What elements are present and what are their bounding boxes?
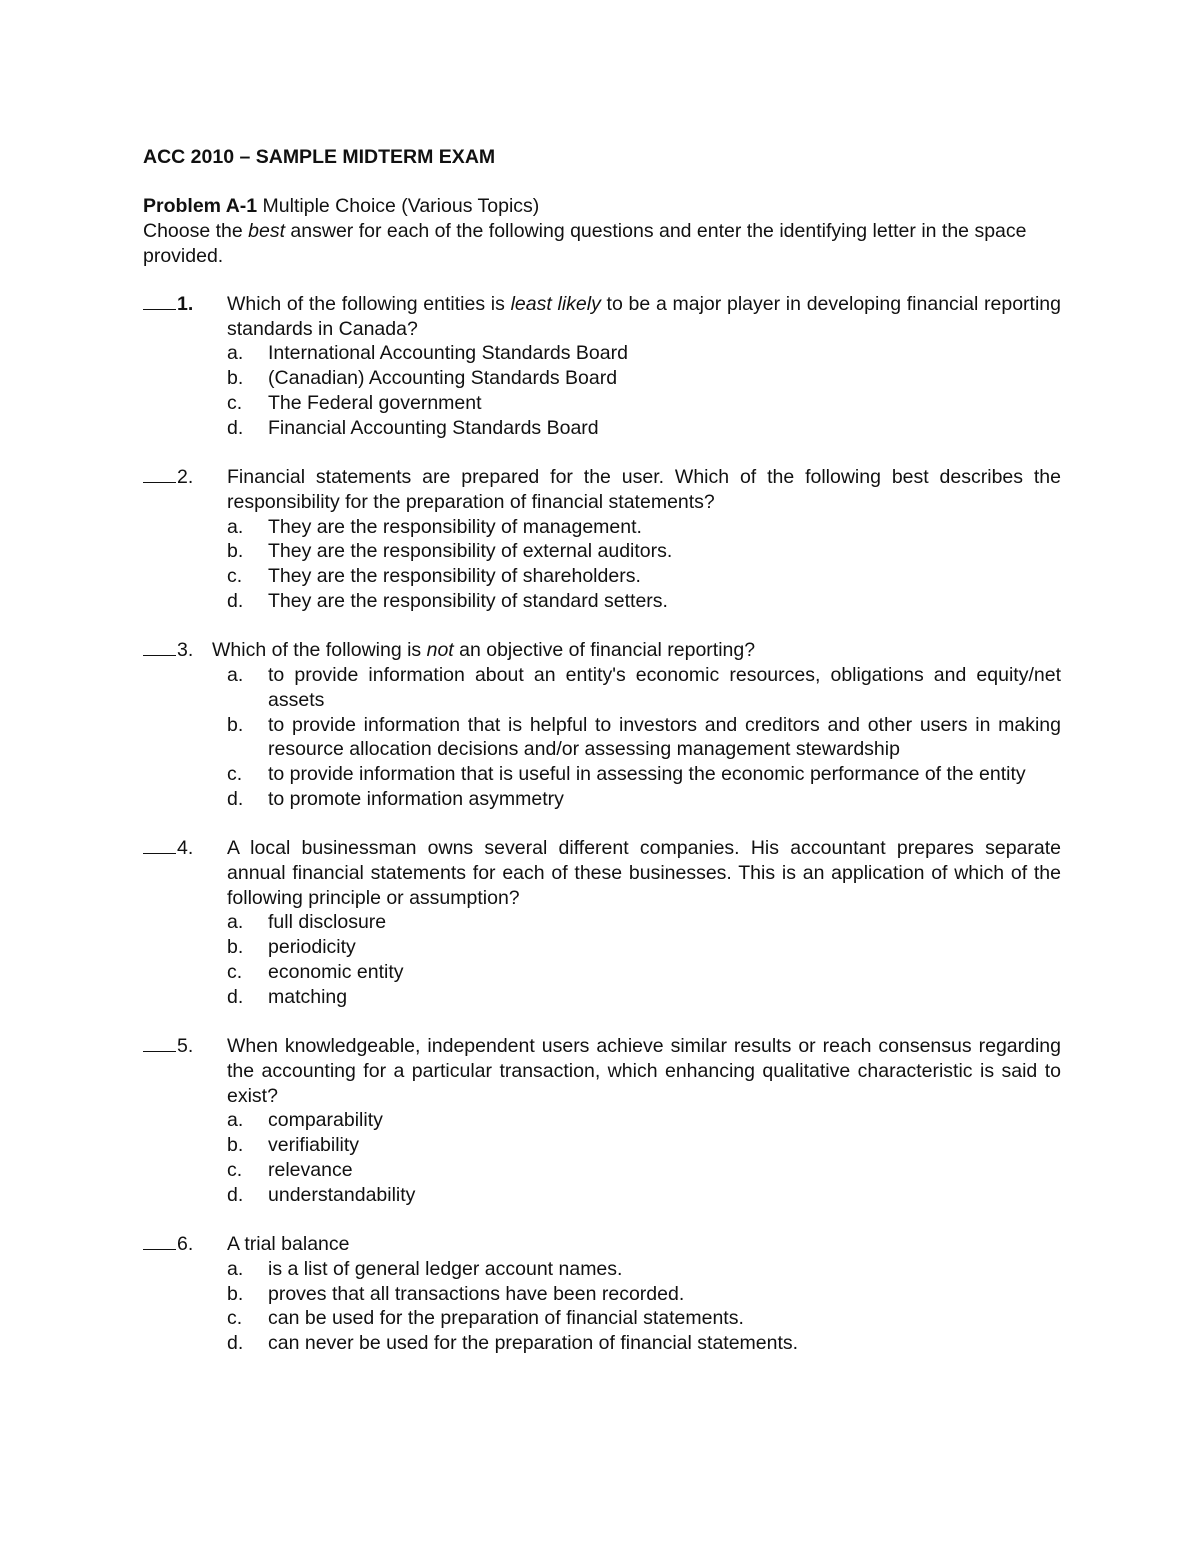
- instructions-emphasis: best: [248, 220, 286, 242]
- question-text: A trial balance: [227, 1233, 350, 1256]
- answer-blank-4[interactable]: [143, 836, 193, 861]
- option-list: [143, 1108, 1061, 1207]
- option-a: [227, 515, 1061, 540]
- answer-blank-2[interactable]: [143, 465, 193, 490]
- question-3: [143, 638, 1061, 811]
- option-text: relevance: [268, 1158, 353, 1181]
- question-number: 5.: [177, 1035, 194, 1058]
- option-letter: b.: [227, 936, 244, 959]
- question-number: 2.: [177, 466, 194, 489]
- question-text: A local businessman owns several different companies. His accountant prepares separate annual financial statements for each of these businesses. This is an application of which of the following principle or assumption?: [227, 837, 1061, 909]
- option-c: [227, 762, 1061, 787]
- option-text: matching: [268, 985, 348, 1008]
- option-b: [227, 713, 1061, 762]
- option-letter: a.: [227, 664, 244, 687]
- question-text-emphasis: not: [426, 639, 454, 662]
- option-letter: b.: [227, 540, 244, 563]
- option-list: [143, 663, 1061, 811]
- option-b: [227, 1282, 1061, 1307]
- option-b: [227, 935, 1061, 960]
- question-number: 6.: [177, 1233, 194, 1256]
- option-text: The Federal government: [268, 391, 482, 414]
- question-text: Financial statements are prepared for the user. Which of the following best describes the responsibility for the preparation of financial statements?: [227, 466, 1061, 513]
- option-d: [227, 416, 1061, 441]
- answer-blank-1[interactable]: [143, 292, 193, 317]
- option-text: full disclosure: [268, 911, 387, 934]
- option-letter: d.: [227, 416, 244, 439]
- option-text: to promote information asymmetry: [268, 787, 564, 810]
- question-4: [143, 836, 1061, 1009]
- question-2: [143, 465, 1061, 613]
- option-a: [227, 1257, 1061, 1282]
- option-text: International Accounting Standards Board: [268, 342, 628, 365]
- option-b: [227, 539, 1061, 564]
- option-list: [143, 515, 1061, 614]
- option-c: [227, 391, 1061, 416]
- option-letter: c.: [227, 1307, 243, 1330]
- question-number: 4.: [177, 837, 194, 860]
- question-5: [143, 1034, 1061, 1207]
- question-list: [143, 292, 1061, 1381]
- option-letter: a.: [227, 1109, 244, 1132]
- question-text: When knowledgeable, independent users achieve similar results or reach consensus regarding the accounting for a particular transaction, which enhancing qualitative characteristic is said to exist?: [227, 1035, 1061, 1107]
- option-d: [227, 589, 1061, 614]
- option-letter: c.: [227, 1158, 243, 1181]
- option-text: is a list of general ledger account names.: [268, 1257, 623, 1280]
- option-text: verifiability: [268, 1134, 360, 1157]
- option-text: to provide information about an entity's economic resources, obligations and equity/net assets: [268, 664, 1061, 711]
- question-stem: [143, 465, 1061, 514]
- option-letter: b.: [227, 1282, 244, 1305]
- option-letter: a.: [227, 342, 244, 365]
- question-stem: [143, 638, 1061, 663]
- option-letter: c.: [227, 565, 243, 588]
- question-stem: [143, 1034, 1061, 1108]
- option-c: [227, 960, 1061, 985]
- option-a: [227, 910, 1061, 935]
- question-stem: [143, 836, 1061, 910]
- question-text-part: an objective of financial reporting?: [453, 639, 756, 662]
- answer-blank-3[interactable]: [143, 638, 193, 663]
- option-text: periodicity: [268, 936, 356, 959]
- option-letter: c.: [227, 762, 243, 785]
- question-text-part: Which of the following entities is: [227, 293, 511, 315]
- problem-label: Problem A-1: [143, 195, 258, 217]
- option-list: [143, 910, 1061, 1009]
- question-number: 3.: [177, 639, 194, 662]
- instructions-text: Choose the: [143, 220, 249, 242]
- option-letter: a.: [227, 515, 244, 538]
- question-1: [143, 292, 1061, 440]
- question-stem: [143, 292, 1061, 341]
- answer-blank-6[interactable]: [143, 1232, 193, 1257]
- option-text: can be used for the preparation of financial statements.: [268, 1307, 744, 1330]
- option-text: proves that all transactions have been recorded.: [268, 1282, 685, 1305]
- question-stem: [143, 1232, 1061, 1257]
- option-text: They are the responsibility of standard setters.: [268, 589, 668, 612]
- option-letter: d.: [227, 1332, 244, 1355]
- option-d: [227, 1331, 1061, 1356]
- option-letter: a.: [227, 1257, 244, 1280]
- option-text: comparability: [268, 1109, 383, 1132]
- option-d: [227, 787, 1061, 812]
- answer-blank-5[interactable]: [143, 1034, 193, 1059]
- option-list: [143, 341, 1061, 440]
- question-text-part: to be a major player in developing financial reporting standards in Canada?: [227, 293, 1061, 340]
- option-text: They are the responsibility of management.: [268, 515, 642, 538]
- option-text: can never be used for the preparation of financial statements.: [268, 1332, 799, 1355]
- option-text: economic entity: [268, 960, 404, 983]
- option-b: [227, 366, 1061, 391]
- problem-intro: [143, 194, 1061, 269]
- option-letter: b.: [227, 1134, 244, 1157]
- option-a: [227, 663, 1061, 712]
- option-letter: d.: [227, 1183, 244, 1206]
- exam-title: ACC 2010 – SAMPLE MIDTERM EXAM: [143, 146, 496, 168]
- option-letter: a.: [227, 911, 244, 934]
- option-text: (Canadian) Accounting Standards Board: [268, 367, 618, 390]
- instructions-text-end: answer for each of the following questions and enter the identifying letter in the space provided.: [143, 220, 1027, 267]
- option-list: [143, 1257, 1061, 1356]
- option-letter: c.: [227, 960, 243, 983]
- option-text: They are the responsibility of shareholders.: [268, 565, 641, 588]
- option-d: [227, 985, 1061, 1010]
- option-text: Financial Accounting Standards Board: [268, 416, 599, 439]
- problem-instructions: [143, 219, 1061, 269]
- option-text: to provide information that is helpful to investors and creditors and other users in making resource allocation decisions and/or assessing management stewardship: [268, 713, 1061, 761]
- option-letter: d.: [227, 589, 244, 612]
- option-letter: d.: [227, 787, 244, 810]
- option-text: understandability: [268, 1183, 416, 1206]
- option-d: [227, 1183, 1061, 1208]
- question-text-part: Which of the following is: [212, 639, 427, 662]
- question-text: [212, 638, 1061, 663]
- option-letter: d.: [227, 985, 244, 1008]
- option-a: [227, 1108, 1061, 1133]
- option-a: [227, 341, 1061, 366]
- option-letter: b.: [227, 367, 244, 390]
- option-letter: b.: [227, 713, 244, 736]
- question-text-emphasis: least likely: [510, 293, 601, 315]
- option-letter: c.: [227, 391, 243, 414]
- option-c: [227, 1306, 1061, 1331]
- question-text: [227, 292, 1061, 341]
- problem-heading: [143, 194, 1061, 219]
- option-b: [227, 1133, 1061, 1158]
- question-6: [143, 1232, 1061, 1356]
- question-number: 1.: [177, 293, 194, 315]
- option-c: [227, 1158, 1061, 1183]
- problem-topic: Multiple Choice (Various Topics): [257, 195, 540, 217]
- option-c: [227, 564, 1061, 589]
- option-text: to provide information that is useful in assessing the economic performance of the entity: [268, 762, 1026, 785]
- option-text: They are the responsibility of external auditors.: [268, 540, 673, 563]
